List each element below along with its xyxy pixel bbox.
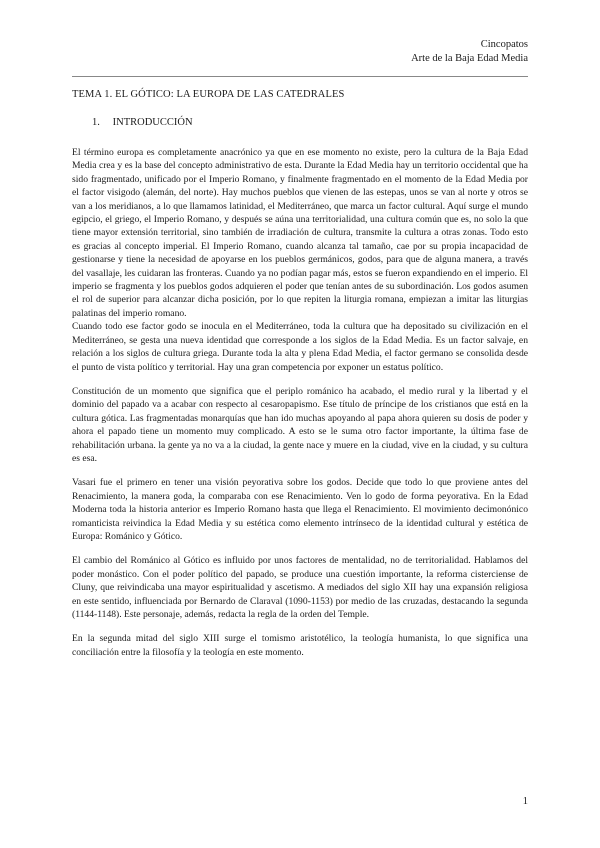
- body-text: [72, 146, 528, 659]
- paragraph: Constitución de un momento que significa que el periplo románico ha acabado, el medio rural y la libertad y el dominio del papado va a acabar con respecto al cesaropapismo. Ese título de príncipe de los cristianos que está en la cultura gótica. Las fragmentadas monarquías que han ido muchas apoyando al papa ahora quieren su dosis de poder y ahora el papado tiene un momento muy complicado. A esto se le suma otro factor importante, la última fase de rehabilitación urbana. la gente ya no va a la ciudad, la gente nace y muere en la ciudad, vive en la ciudad, y su cultura es esa.: [72, 385, 528, 464]
- page-number: 1: [522, 796, 528, 807]
- paragraph: Cuando todo ese factor godo se inocula en el Mediterráneo, toda la cultura que ha depositado su civilización en el Mediterráneo, se gesta una nueva identidad que corresponde a los siglos de la Edad Media. Es un factor salvaje, en relación a los siglos de cultura griega. Durante toda la alta y plena Edad Media, el factor germano se consolida desde el punto de vista político y territorial. Hay una gran competencia por exponer un estatus político.: [72, 321, 528, 373]
- running-header: [411, 38, 528, 66]
- document-title: TEMA 1. EL GÓTICO: LA EUROPA DE LAS CATEDRALES: [72, 89, 345, 100]
- paragraph: El término europa es completamente anacrónico ya que en ese momento no existe, pero la cultura de la Baja Edad Media crea y es la base del concepto administrativo de esta. Durante la Edad Media hay un territorio occidental que ha sido fragmentado, unificado por el Imperio Romano, y finalmente fragmentado en el momento de la Edad Media por el factor visigodo (alemán, del norte). Hay muchos pueblos que vienen de las estepas, unos se van al norte y otros se van a los meridianos, a lo que llamamos latinidad, el Mediterráneo, que marca un factor cultural. Aquí surge el mundo egipcio, el griego, el Imperio Romano, y después se aúna una territorialidad, una cultura común que es, no solo la que tiene mayor extensión territorial, sino también de irradiación de cultura, transmite la cultura a otras zonas. Todo esto es gracias al concepto imperial. El Imperio Romano, cuando alcanza tal tamaño, cae por su propia incapacidad de gestionarse y tiene la necesidad de apoyarse en los pueblos germánicos, godos, para que de alguna manera, a través del vasallaje, les cuidaran las fronteras. Cuando ya no podían pagar más, estos se fueron expandiendo en el imperio. El imperio se fragmenta y los pueblos godos adquieren el poder que tenían antes de su subordinación. Los godos asumen el rol de superior para alcanzar dicha posición, por lo que repiten la liturgia romana, empiezan a imitar las liturgias palatinas del imperio romano.: [72, 147, 528, 319]
- section-number: 1.: [92, 117, 100, 128]
- paragraph: El cambio del Románico al Gótico es influido por unos factores de mentalidad, no de territorialidad. Hablamos del poder monástico. Con el poder político del papado, se produce una cuestión importante, la reforma cisterciense de Cluny, que reivindicaba una mayor espiritualidad y ascetismo. A mediados del siglo XII hay una expansión religiosa en este sentido, influenciada por Bernardo de Claraval (1090-1153) por medio de las cruzadas, destacando la segunda (1144-1148). Este personaje, además, redacta la regla de la orden del Temple.: [72, 555, 528, 620]
- header-course: Arte de la Baja Edad Media: [411, 53, 528, 64]
- section-label: INTRODUCCIÓN: [112, 117, 193, 128]
- header-author: Cincopatos: [480, 39, 528, 50]
- paragraph: En la segunda mitad del siglo XIII surge el tomismo aristotélico, la teología humanista, lo que significa una conciliación entre la filosofía y la teología en este momento.: [72, 633, 528, 658]
- header-rule: [72, 76, 528, 77]
- paragraph: Vasari fue el primero en tener una visión peyorativa sobre los godos. Decide que todo lo que proviene antes del Renacimiento, la manera goda, la comparaba con ese Renacimiento. Ven lo godo de forma peyorativa. En la Edad Moderna toda la historia anterior es Imperio Romano hasta que llega el Renacimiento. El movimiento decimonónico romanticista reivindica la Edad Media y su estética como elemento intrínseco de la identidad cultural y estética de Europa: Románico y Gótico.: [72, 477, 528, 542]
- section-heading: [92, 117, 193, 128]
